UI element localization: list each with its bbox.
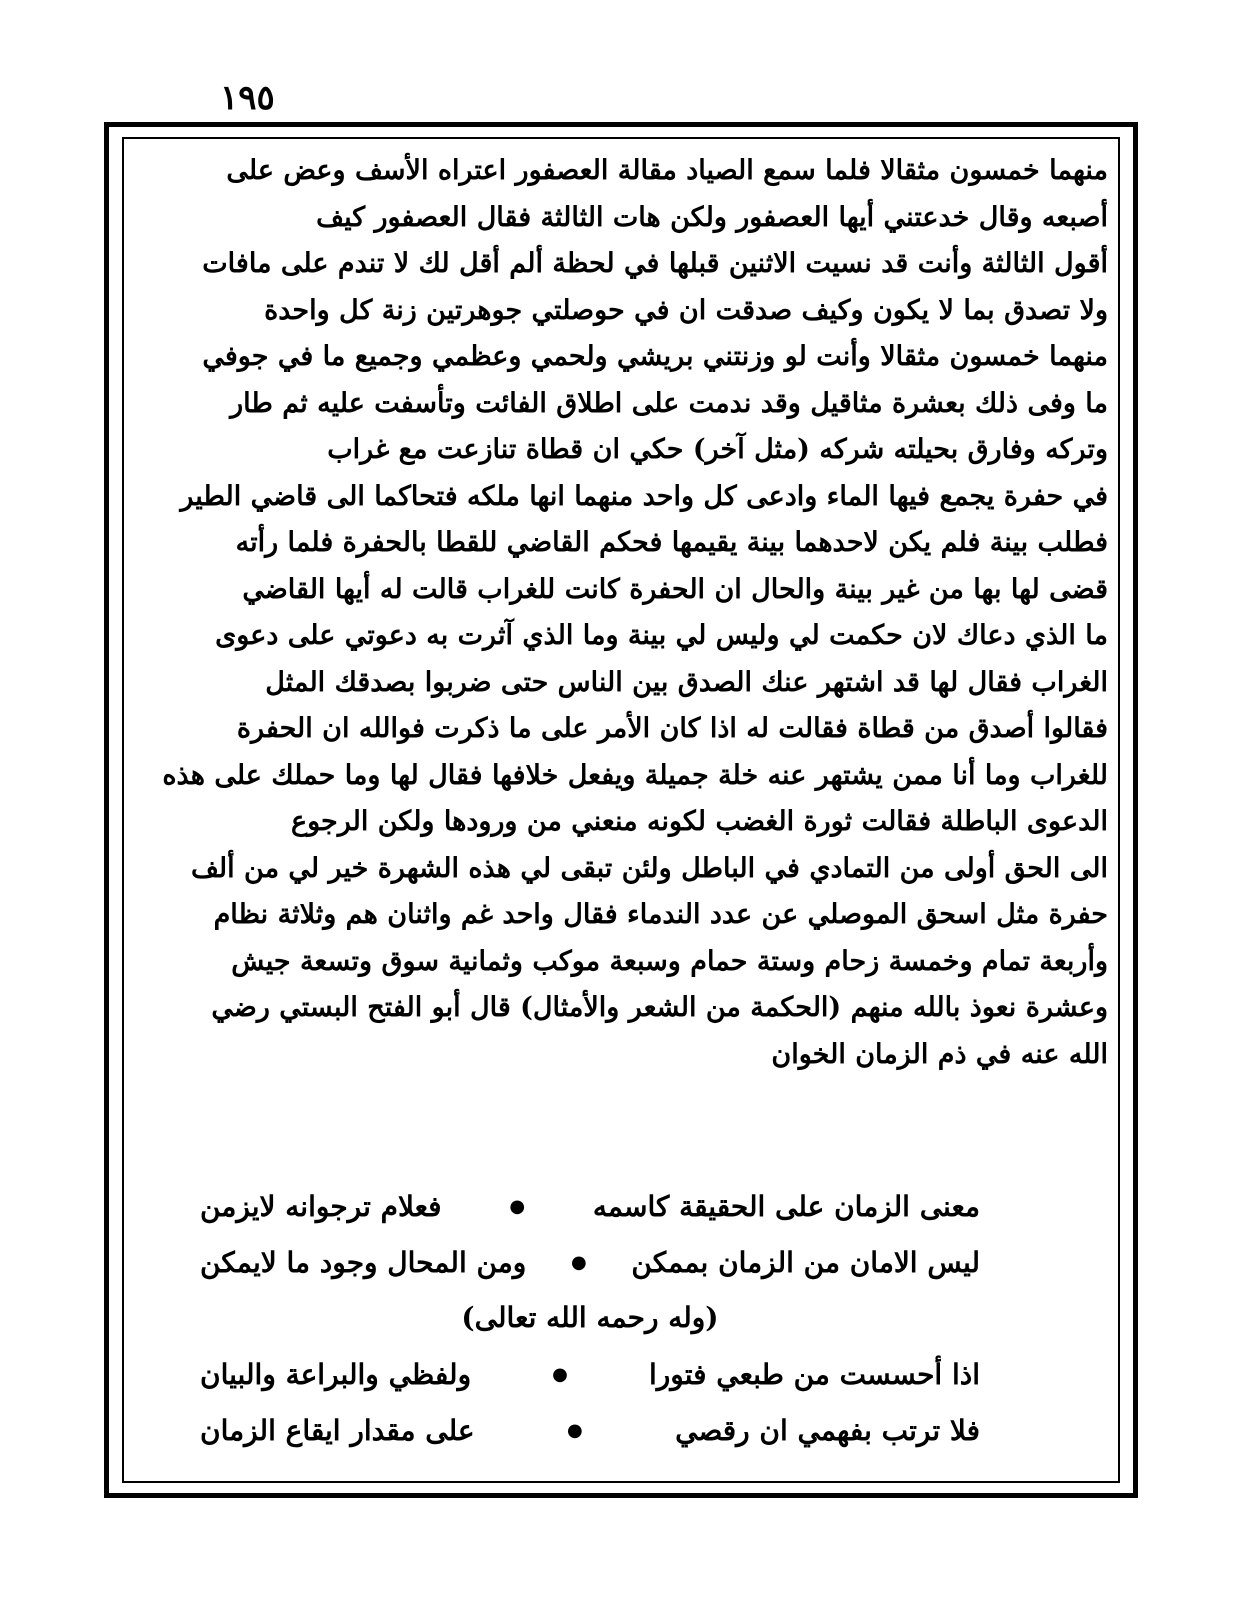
- verse-line: [200, 1178, 980, 1234]
- verse-hemistich-right: ليس الامان من الزمان بممكن: [631, 1245, 980, 1279]
- verse-hemistich-right: اذا أحسست من طبعي فتورا: [648, 1357, 980, 1391]
- verse-block: [200, 1178, 980, 1458]
- verse-line: [200, 1346, 980, 1402]
- page-number: ١٩٥: [220, 78, 275, 118]
- text-line: أصبعه وقال خدعتني أيها العصفور ولكن هات الثالثة فقال العصفور كيف: [316, 201, 1108, 233]
- verse-line: [200, 1234, 980, 1290]
- text-line: الدعوى الباطلة فقالت ثورة الغضب لكونه منعني من ورودها ولكن الرجوع: [290, 806, 1108, 837]
- text-line: الغراب فقال لها قد اشتهر عنك الصدق بين الناس حتى ضربوا بصدقك المثل: [265, 666, 1108, 698]
- verse-separator: ●: [566, 1419, 583, 1441]
- verse-hemistich-right: معنى الزمان على الحقيقة كاسمه: [592, 1189, 980, 1223]
- text-line: ما الذي دعاك لان حكمت لي وليس لي بينة وما الذي آثرت به دعوتي على دعوى: [215, 620, 1108, 651]
- text-line: قضى لها بها من غير بينة والحال ان الحفرة كانت للغراب قالت له أيها القاضي: [242, 573, 1108, 605]
- verse-separator: ●: [570, 1251, 587, 1273]
- text-line: في حفرة يجمع فيها الماء وادعى كل واحد منهما انها ملكه فتحاكما الى قاضي الطير: [180, 480, 1108, 512]
- text-line: الى الحق أولى من التمادي في الباطل ولئن تبقى لي هذه الشهرة خير لي من ألف: [190, 852, 1108, 884]
- verse-line: [200, 1402, 980, 1458]
- verse-hemistich-left: ومن المحال وجود ما لايمكن: [200, 1245, 527, 1279]
- text-line: ولا تصدق بما لا يكون وكيف صدقت ان في حوصلتي جوهرتين زنة كل واحدة: [264, 294, 1108, 326]
- text-line: حفرة مثل اسحق الموصلي عن عدد الندماء فقال واحد غم واثنان هم وثلاثة نظام: [213, 899, 1108, 930]
- text-line: منهما خمسون مثقالا وأنت لو وزنتني بريشي ولحمي وعظمي وجميع ما في جوفي: [202, 341, 1108, 372]
- text-line: ما وفى ذلك بعشرة مثاقيل وقد ندمت على اطلاق الفائت وتأسفت عليه ثم طار: [230, 387, 1108, 419]
- text-line: وتركه وفارق بحيلته شركه (مثل آخر) حكي ان قطاة تنازعت مع غراب: [327, 434, 1108, 465]
- verse-separator: ●: [509, 1195, 526, 1217]
- text-line: الله عنه في ذم الزمان الخوان: [771, 1038, 1108, 1070]
- text-line: منهما خمسون مثقالا فلما سمع الصياد مقالة العصفور اعتراه الأسف وعض على: [226, 155, 1108, 186]
- body-text: [134, 148, 1108, 1078]
- verse-hemistich-right: فلا ترتب بفهمي ان رقصي: [675, 1413, 980, 1447]
- text-line: فقالوا أصدق من قطاة فقالت له اذا كان الأمر على ما ذكرت فوالله ان الحفرة: [236, 713, 1108, 744]
- verse-separator: ●: [552, 1363, 568, 1385]
- verse-hemistich-left: فعلام ترجوانه لايزمن: [200, 1189, 442, 1223]
- verse-hemistich-left: ولفظي والبراعة والبيان: [200, 1357, 472, 1391]
- verse-heading: (وله رحمه الله تعالى): [461, 1301, 719, 1334]
- text-line: وأربعة تمام وخمسة زحام وستة حمام وسبعة موكب وثمانية سوق وتسعة جيش: [231, 945, 1108, 977]
- text-line: فطلب بينة فلم يكن لاحدهما بينة يقيمها فحكم القاضي للقطا بالحفرة فلما رأته: [235, 527, 1108, 558]
- text-line: وعشرة نعوذ بالله منهم (الحكمة من الشعر والأمثال) قال أبو الفتح البستي رضي: [211, 992, 1108, 1023]
- text-line: أقول الثالثة وأنت قد نسيت الاثنين قبلها في لحظة ألم أقل لك لا تندم على مافات: [202, 248, 1108, 279]
- text-line: للغراب وما أنا ممن يشتهر عنه خلة جميلة ويفعل خلافها فقال لها وما حملك على هذه: [162, 759, 1108, 791]
- verse-hemistich-left: على مقدار ايقاع الزمان: [200, 1413, 475, 1447]
